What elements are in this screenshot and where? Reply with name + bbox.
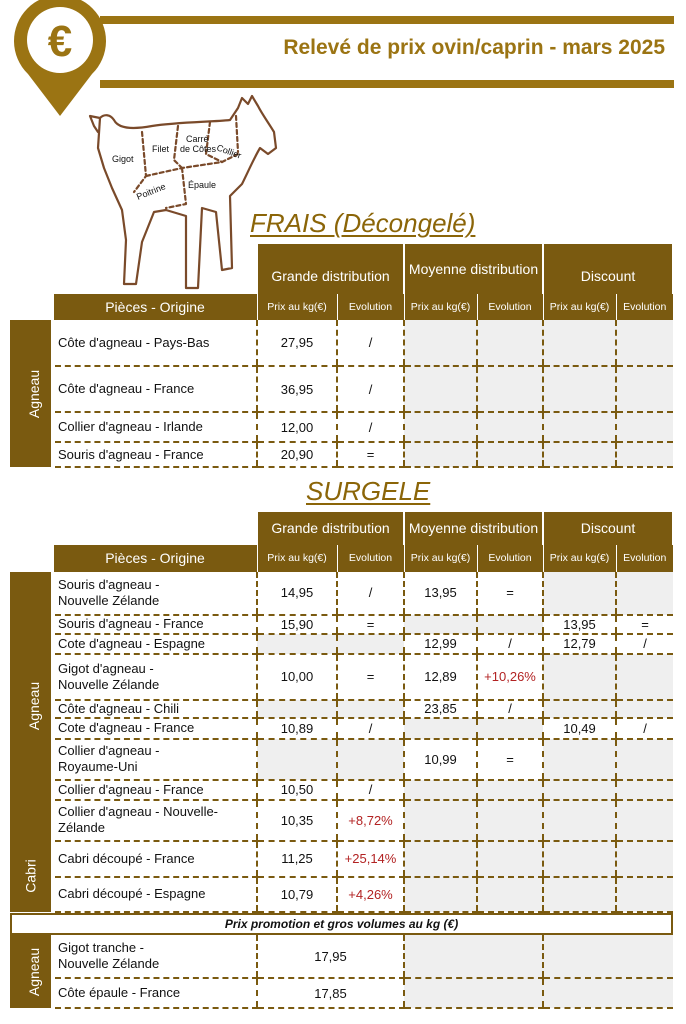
table-cell-price: 11,25 bbox=[257, 841, 337, 877]
surgele-col-d-evol: Evolution bbox=[616, 545, 673, 572]
cut-label-de-cotes: de Côtes bbox=[180, 144, 217, 154]
table-row-name: Collier d'agneau - Royaume-Uni bbox=[53, 739, 257, 780]
table-cell-price bbox=[543, 780, 616, 800]
table-cell-evolution bbox=[337, 739, 404, 780]
table-cell-price: 17,95 bbox=[257, 935, 404, 978]
table-cell-evolution bbox=[477, 841, 543, 877]
frais-col-d-prix: Prix au kg(€) bbox=[543, 294, 616, 320]
table-cell-price: 12,89 bbox=[404, 654, 477, 699]
table-cell-evolution: / bbox=[616, 634, 673, 655]
table-cell-evolution bbox=[616, 877, 673, 912]
table-cell-price bbox=[404, 877, 477, 912]
cut-label-collier: Collier bbox=[215, 142, 243, 161]
table-cell-price bbox=[404, 718, 477, 739]
table-cell-evolution bbox=[477, 780, 543, 800]
table-cell-evolution bbox=[616, 654, 673, 699]
frais-col-md-prix: Prix au kg(€) bbox=[404, 294, 477, 320]
table-row-name: Cote d'agneau - France bbox=[53, 718, 257, 739]
surgele-col-pieces: Pièces - Origine bbox=[53, 545, 257, 572]
frais-table bbox=[10, 244, 674, 468]
table-row-name: Côte épaule - France bbox=[53, 978, 257, 1008]
table-cell-evolution: / bbox=[337, 718, 404, 739]
frais-col-d-evol: Evolution bbox=[616, 294, 673, 320]
frais-col-md-evol: Evolution bbox=[477, 294, 543, 320]
table-cell-price: 10,89 bbox=[257, 718, 337, 739]
frais-group-grande: Grande distribution bbox=[257, 244, 404, 294]
cut-label-gigot: Gigot bbox=[112, 154, 134, 164]
table-cell-price: 27,95 bbox=[257, 320, 337, 366]
table-cell-evolution: = bbox=[337, 615, 404, 634]
table-cell-price: 12,00 bbox=[257, 412, 337, 442]
table-cell-price: 36,95 bbox=[257, 366, 337, 412]
table-cell-evolution: = bbox=[477, 572, 543, 615]
table-row-name: Côte d'agneau - Chili bbox=[53, 700, 257, 719]
table-cell-price bbox=[543, 877, 616, 912]
frais-col-gd-prix: Prix au kg(€) bbox=[257, 294, 337, 320]
table-cell-evolution bbox=[477, 718, 543, 739]
table-cell-price bbox=[543, 654, 616, 699]
frais-group-moyenne: Moyenne distribution bbox=[404, 244, 543, 294]
table-row-name: Cabri découpé - Espagne bbox=[53, 877, 257, 912]
table-cell-price bbox=[404, 780, 477, 800]
surgele-col-md-prix: Prix au kg(€) bbox=[404, 545, 477, 572]
euro-glyph: € bbox=[47, 17, 73, 66]
table-cell-evolution bbox=[616, 739, 673, 780]
table-cell-price bbox=[257, 634, 337, 655]
table-cell-evolution: / bbox=[477, 700, 543, 719]
table-cell-price bbox=[543, 700, 616, 719]
table-row-name: Cabri découpé - France bbox=[53, 841, 257, 877]
table-cell-evolution: = bbox=[616, 615, 673, 634]
table-cell-evolution: / bbox=[337, 780, 404, 800]
table-cell-evolution: / bbox=[477, 634, 543, 655]
table-cell-evolution: / bbox=[337, 412, 404, 442]
table-cell-evolution bbox=[616, 700, 673, 719]
table-row-name: Souris d'agneau - Nouvelle Zélande bbox=[53, 572, 257, 615]
cut-label-filet: Filet bbox=[152, 144, 170, 154]
table-cell-evolution: = bbox=[477, 739, 543, 780]
surgele-col-d-prix: Prix au kg(€) bbox=[543, 545, 616, 572]
table-cell-price bbox=[404, 800, 477, 841]
table-cell-price: 10,79 bbox=[257, 877, 337, 912]
frais-col-gd-evol: Evolution bbox=[337, 294, 404, 320]
header-rule-top bbox=[100, 16, 674, 24]
table-cell-evolution bbox=[616, 572, 673, 615]
table-cell-price: 10,99 bbox=[404, 739, 477, 780]
table-cell-evolution: / bbox=[337, 572, 404, 615]
table-row-name: Souris d'agneau - France bbox=[53, 442, 257, 467]
table-cell-evolution: +4,26% bbox=[337, 877, 404, 912]
table-row-name: Souris d'agneau - France bbox=[53, 615, 257, 634]
table-cell-price: 10,00 bbox=[257, 654, 337, 699]
table-cell-evolution: / bbox=[616, 718, 673, 739]
table-cell-evolution: / bbox=[337, 320, 404, 366]
table-row-name: Collier d'agneau - Irlande bbox=[53, 412, 257, 442]
table-cell-price: 23,85 bbox=[404, 700, 477, 719]
table-row-name: Collier d'agneau - France bbox=[53, 780, 257, 800]
cut-label-carre: Carré bbox=[186, 134, 209, 144]
table-cell-evolution: / bbox=[337, 366, 404, 412]
promo-table bbox=[10, 935, 673, 1009]
surgele-group-grande: Grande distribution bbox=[257, 512, 404, 545]
header-rule-bottom bbox=[100, 80, 674, 88]
table-cell-price bbox=[543, 841, 616, 877]
table-cell-evolution: = bbox=[337, 654, 404, 699]
table-cell-evolution bbox=[477, 877, 543, 912]
table-cell-price bbox=[404, 841, 477, 877]
surgele-col-md-evol: Evolution bbox=[477, 545, 543, 572]
table-cell-price: 20,90 bbox=[257, 442, 337, 467]
table-cell-evolution: +8,72% bbox=[337, 800, 404, 841]
table-row-name: Cote d'agneau - Espagne bbox=[53, 634, 257, 655]
surgele-group-discount: Discount bbox=[543, 512, 673, 545]
table-cell-price bbox=[543, 739, 616, 780]
table-cell-price: 17,85 bbox=[257, 978, 404, 1008]
table-cell-evolution bbox=[616, 800, 673, 841]
table-row-name: Collier d'agneau - Nouvelle- Zélande bbox=[53, 800, 257, 841]
promo-header: Prix promotion et gros volumes au kg (€) bbox=[10, 913, 673, 935]
surgele-group-moyenne: Moyenne distribution bbox=[404, 512, 543, 545]
table-row-name: Côte d'agneau - Pays-Bas bbox=[53, 320, 257, 366]
table-cell-evolution bbox=[616, 841, 673, 877]
page-title: Relevé de prix ovin/caprin - mars 2025 bbox=[283, 36, 665, 59]
table-cell-price bbox=[543, 800, 616, 841]
table-cell-price: 12,99 bbox=[404, 634, 477, 655]
frais-col-pieces: Pièces - Origine bbox=[53, 294, 257, 320]
table-cell-price: 10,49 bbox=[543, 718, 616, 739]
cut-label-epaule: Épaule bbox=[188, 180, 217, 190]
table-cell-evolution: = bbox=[337, 442, 404, 467]
frais-group-discount: Discount bbox=[543, 244, 673, 294]
table-cell-price bbox=[257, 700, 337, 719]
frais-category-agneau: Agneau bbox=[10, 320, 53, 467]
table-cell-evolution bbox=[477, 615, 543, 634]
table-cell-evolution bbox=[337, 634, 404, 655]
surgele-table bbox=[10, 512, 674, 913]
cut-label-poitrine: Poitrine bbox=[135, 181, 168, 202]
table-cell-price: 13,95 bbox=[404, 572, 477, 615]
surgele-col-gd-prix: Prix au kg(€) bbox=[257, 545, 337, 572]
table-cell-price bbox=[543, 572, 616, 615]
table-cell-price: 14,95 bbox=[257, 572, 337, 615]
table-cell-price: 13,95 bbox=[543, 615, 616, 634]
table-cell-price: 10,50 bbox=[257, 780, 337, 800]
table-row-name: Gigot d'agneau - Nouvelle Zélande bbox=[53, 654, 257, 699]
promo-category-agneau: Agneau bbox=[10, 935, 53, 1008]
surgele-col-gd-evol: Evolution bbox=[337, 545, 404, 572]
table-cell-evolution bbox=[616, 780, 673, 800]
table-cell-price bbox=[257, 739, 337, 780]
section-title-frais: FRAIS (Décongelé) bbox=[250, 208, 476, 238]
table-cell-price: 10,35 bbox=[257, 800, 337, 841]
table-row-name: Côte d'agneau - France bbox=[53, 366, 257, 412]
table-cell-evolution bbox=[477, 800, 543, 841]
section-title-surgele: SURGELE bbox=[306, 476, 431, 506]
table-cell-evolution bbox=[337, 700, 404, 719]
table-cell-evolution: +25,14% bbox=[337, 841, 404, 877]
table-row-name: Gigot tranche - Nouvelle Zélande bbox=[53, 935, 257, 978]
table-cell-price: 12,79 bbox=[543, 634, 616, 655]
table-cell-evolution: +10,26% bbox=[477, 654, 543, 699]
surgele-category-agneau: Agneau bbox=[10, 572, 53, 841]
table-cell-price: 15,90 bbox=[257, 615, 337, 634]
surgele-category-cabri: Cabri bbox=[10, 841, 53, 912]
table-cell-price bbox=[404, 615, 477, 634]
